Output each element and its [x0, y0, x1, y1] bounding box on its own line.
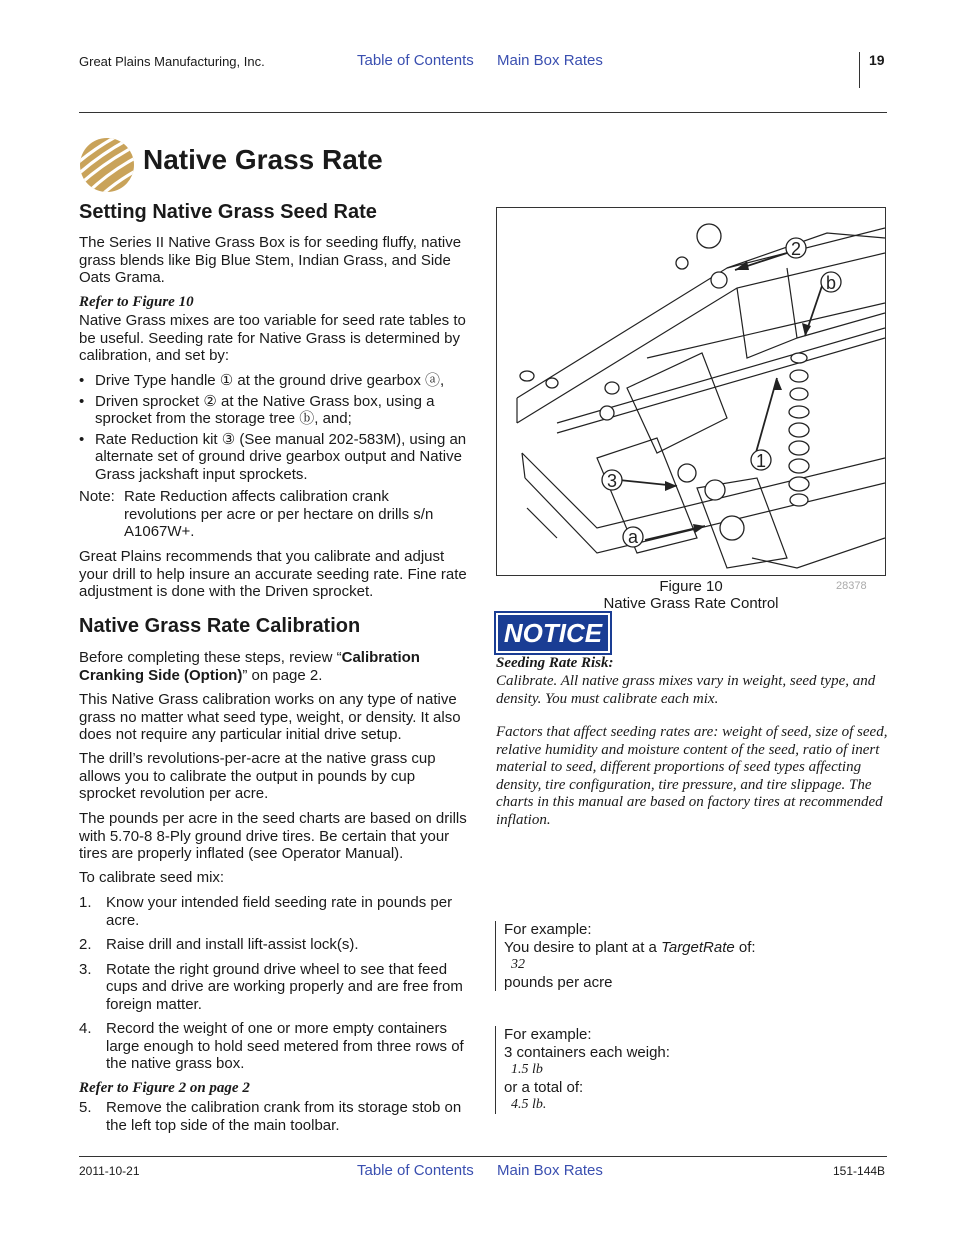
callout-1: 1 — [755, 451, 767, 471]
header-rule — [79, 112, 887, 113]
callout-2: 2 — [790, 239, 802, 259]
figure-id: 28378 — [836, 580, 867, 592]
footer-doc-number: 151-144B — [833, 1164, 886, 1178]
notice-badge: NOTICE — [496, 613, 610, 653]
list-item: 5. Remove the calibration crank from its storage stob on the left top side of the main toolbar. — [79, 1099, 462, 1134]
list-item: • Rate Reduction kit ③ (See manual 202-583M), using an alternate set of ground drive gearbox output and Native Grass jackshaft input sprockets. — [79, 431, 469, 484]
list-item: 4. Record the weight of one or more empty containers large enough to hold seed metered from three rows of the native grass box. — [79, 1020, 464, 1072]
notice-heading: Seeding Rate Risk: — [496, 655, 614, 671]
total-weight-value: 4.5 lb. — [511, 1097, 547, 1112]
company-name: Great Plains Manufacturing, Inc. — [79, 54, 265, 69]
callout-b: b — [825, 273, 837, 293]
figure-2-reference: Refer to Figure 2 on page 2 — [79, 1080, 250, 1096]
list-item: • Drive Type handle ① at the ground drive gearbox ⓐ, — [79, 372, 469, 390]
footer-date: 2011-10-21 — [79, 1164, 140, 1178]
figure-caption-title: Native Grass Rate Control — [603, 595, 779, 612]
header-divider — [859, 52, 860, 88]
tires-paragraph: The pounds per acre in the seed charts are based on drills with 5.70-8 8-Ply ground drive tires. Be certain that your tires are properly inflated (see Operator Manual). — [79, 810, 467, 862]
main-box-rates-link[interactable]: Main Box Rates — [497, 52, 603, 69]
great-plains-logo-icon — [79, 137, 135, 198]
page-title: Native Grass Rate — [143, 144, 383, 175]
calibration-ref: Calibration Cranking Side (Option) — [79, 649, 420, 684]
native-grass-rate-control-figure — [496, 207, 886, 576]
target-rate-value: 32 — [511, 957, 525, 972]
footer-main-box-rates-link[interactable]: Main Box Rates — [497, 1162, 603, 1179]
list-item: • Driven sprocket ② at the Native Grass box, using a sprocket from the storage tree ⓑ, and; — [79, 393, 469, 428]
example-container-weight: For example: 3 containers each weigh: 1.5 lb or a total of: 4.5 lb. — [495, 1026, 884, 1114]
section-heading-setting: Setting Native Grass Seed Rate — [79, 201, 377, 223]
callout-3: 3 — [606, 471, 618, 491]
calibration-steps — [79, 894, 469, 1080]
callout-a: a — [627, 527, 639, 547]
note-text: Rate Reduction affects calibration crank revolutions per acre or per hectare on drills s/n A1067W+. — [124, 488, 434, 540]
list-item: 2. Raise drill and install lift-assist lock(s). — [79, 936, 359, 953]
variability-paragraph: Native Grass mixes are too variable for seed rate tables to be useful. Seeding rate for Native Grass is determined by calibration, and set by: — [79, 312, 466, 364]
footer-toc-link[interactable]: Table of Contents — [357, 1162, 474, 1179]
list-item: 3. Rotate the right ground drive wheel to see that feed cups and drive are working properly and are free from foreign matter. — [79, 960, 463, 1013]
figure-reference: Refer to Figure 10 — [79, 294, 194, 310]
page-number: 19 — [869, 52, 885, 68]
intro-paragraph: The Series II Native Grass Box is for seeding fluffy, native grass blends like Big Blue Stem, Indian Grass, and Side Oats Grama. — [79, 234, 462, 286]
list-item: 1. Know your intended field seeding rate in pounds per acre. — [79, 894, 453, 929]
section-heading-calibration: Native Grass Rate Calibration — [79, 615, 361, 637]
example-target-rate: For example: You desire to plant at a TargetRate of: 32 pounds per acre — [495, 921, 884, 991]
revolutions-paragraph: The drill’s revolutions-per-acre at the native grass cup allows you to calibrate the output in pounds by cup sprocket revolution per acre. — [79, 750, 436, 802]
calibrate-intro: To calibrate seed mix: — [79, 869, 225, 886]
recommendation-paragraph: Great Plains recommends that you calibrate and adjust your drill to help insure an accurate seeding rate. Fine rate adjustment is done with the Driven sprocket. — [79, 548, 467, 600]
review-paragraph: Before completing these steps, review “Calibration Cranking Side (Option)” on page 2. — [79, 649, 420, 684]
notice-text-1: Calibrate. All native grass mixes vary in weight, seed type, and density. You must calibrate each mix. — [496, 673, 876, 707]
toc-link[interactable]: Table of Contents — [357, 52, 474, 69]
drill-drive-illustration — [497, 208, 885, 575]
note-label: Note: — [79, 488, 115, 505]
container-weight-value: 1.5 lb — [511, 1062, 543, 1077]
settings-list — [79, 372, 469, 486]
calibration-paragraph: This Native Grass calibration works on any type of native grass no matter what seed type, weight, or density. It also does not require any particular initial drive setup. — [79, 691, 461, 743]
notice-text-2: Factors that affect seeding rates are: weight of seed, size of seed, relative humidity and moisture content of the seed, ratio of inert material to seed, different proportions of seed types affecting density, tire configuration, tire pressure, and tire slippage. The charts in this manual are based on factory tires at recommended inflation. — [496, 724, 888, 828]
figure-caption-number: Figure 10 — [659, 578, 723, 595]
footer-rule — [79, 1156, 887, 1157]
